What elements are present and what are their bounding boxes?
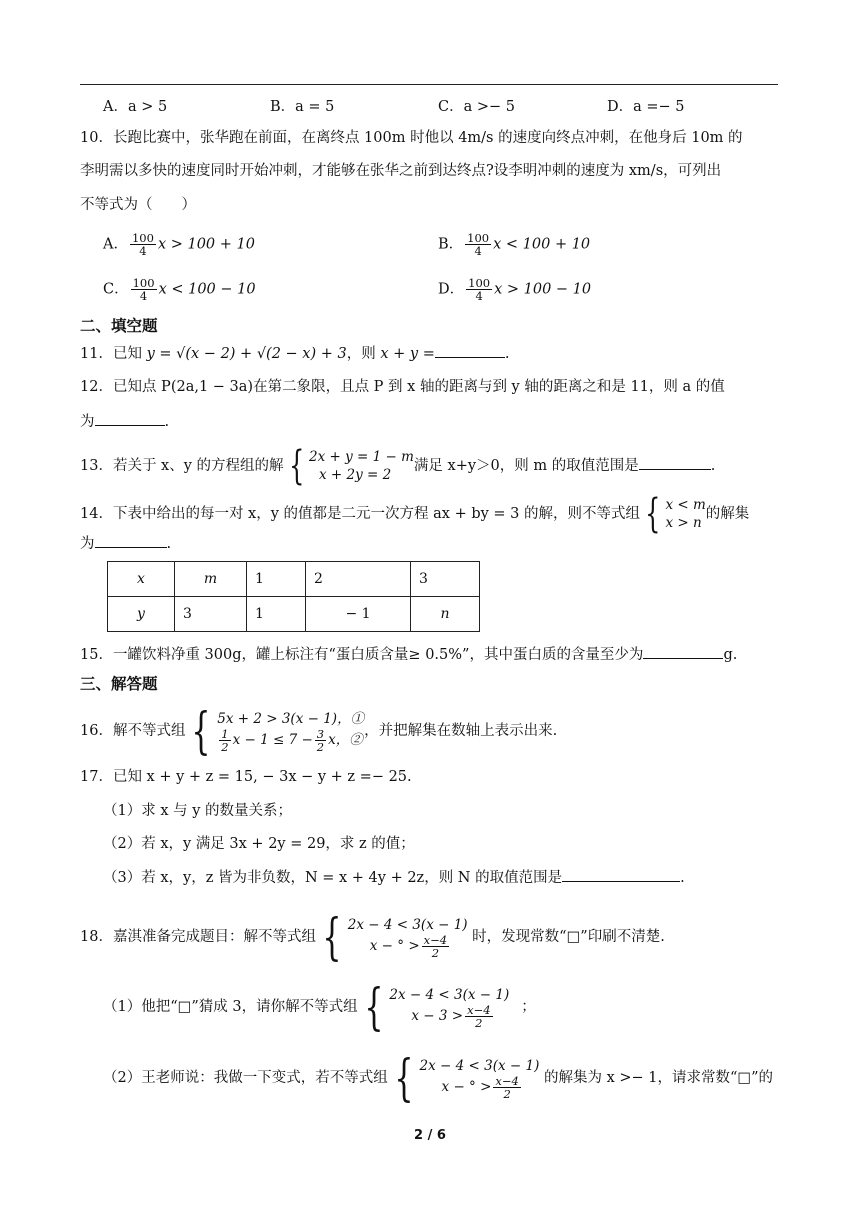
q11-mid: ，则 <box>346 346 381 362</box>
table-cell: y <box>108 597 175 632</box>
q11-expr: y = √(x − 2) + √(2 − x) + 3 <box>146 346 347 362</box>
frac-num: 100 <box>468 276 491 290</box>
inequality-system <box>665 496 705 532</box>
frac-den: 2 <box>475 1015 483 1030</box>
option-text: x > 100 + 10 <box>157 236 255 253</box>
section-heading-fill-in: 二、填空题 <box>80 317 158 335</box>
inequality <box>217 728 364 753</box>
option-text: x < 100 + 10 <box>493 236 591 253</box>
q15-text: 15．一罐饮料净重 300g，罐上标注有“蛋白质含量≥ 0.5%”，其中蛋白质的含量至少为 <box>80 647 644 663</box>
inequality: 2x − 4 < 3(x − 1) <box>419 1057 540 1074</box>
table-cell: 2 <box>306 562 411 597</box>
inequality-left: x − ° > <box>369 937 420 954</box>
q14-line1 <box>80 491 750 537</box>
q11-suffix: . <box>504 346 510 362</box>
q14-suffix: 的解集 <box>705 506 750 522</box>
q14-line2 <box>80 533 171 554</box>
q17-part2: （2）若 x，y 满足 3x + 2y = 29，求 z 的值； <box>103 836 415 852</box>
q14-prefix2: 为 <box>80 536 95 552</box>
section-heading-solutions: 三、解答题 <box>80 675 158 693</box>
xy-table <box>107 561 480 632</box>
q9-choice-a: A．a > 5 <box>103 99 168 115</box>
q14-prefix: 14．下表中给出的每一对 x，y 的值都是二元一次方程 ax + by = 3 的解，则不等式组 <box>80 506 641 522</box>
q12-suffix: . <box>164 414 170 430</box>
q18-part1 <box>103 978 536 1036</box>
q15 <box>80 644 737 665</box>
table-cell: x <box>108 562 175 597</box>
q11-expr2: x + y = <box>380 346 435 362</box>
inequality: 5x + 2 > 3(x − 1)，① <box>217 710 365 727</box>
inequality-system <box>420 1057 540 1100</box>
table-row <box>108 597 480 632</box>
fraction <box>465 232 491 257</box>
q18-p2-prefix: （2）王老师说：我做一下变式，若不等式组 <box>103 1070 388 1086</box>
left-brace: { <box>191 702 211 760</box>
inequality-system <box>348 916 468 959</box>
q18-suffix: 时，发现常数“□”印刷不清楚. <box>467 929 665 945</box>
q10-option-c <box>103 277 256 302</box>
q18-p1-prefix: （1）他把“□”猜成 3，请你解不等式组 <box>103 999 358 1015</box>
left-brace: { <box>394 1049 414 1107</box>
inequality-end: x，② <box>328 731 363 748</box>
option-label: C． <box>103 281 129 298</box>
header-rule <box>80 84 778 85</box>
q9-choice-d: D．a =− 5 <box>607 99 685 115</box>
q18-prefix: 18．嘉淇准备完成题目：解不等式组 <box>80 929 316 945</box>
table-cell: n <box>411 597 480 632</box>
q13-end: . <box>710 458 716 474</box>
left-brace: { <box>363 978 384 1036</box>
fraction <box>466 277 492 302</box>
inequality <box>420 1075 540 1100</box>
q18 <box>80 908 665 966</box>
frac-num: 100 <box>467 231 490 245</box>
inequality: 2x − 4 < 3(x − 1) <box>347 916 468 933</box>
frac-num: 100 <box>132 276 155 290</box>
inequality-mid: x − 1 ≤ 7 − <box>232 731 313 748</box>
q12-line1: 12．已知点 P(2a,1 − 3a)在第二象限，且点 P 到 x 轴的距离与到 y 轴的距离之和是 11，则 a 的值 <box>80 379 725 395</box>
fraction <box>465 1004 492 1029</box>
fraction <box>131 277 157 302</box>
left-brace: { <box>645 491 661 537</box>
q18-p2-suffix: 的解集为 x >− 1，请求常数“□”的 <box>539 1070 774 1086</box>
inequality <box>389 1004 509 1029</box>
table-cell: 1 <box>247 597 306 632</box>
inequality: x < m <box>665 497 706 513</box>
q14-suffix2: . <box>166 536 172 552</box>
frac-den: 4 <box>139 244 147 258</box>
q17-part1: （1）求 x 与 y 的数量关系； <box>103 803 293 819</box>
inequality-left: x − ° > <box>441 1078 492 1095</box>
answer-blank[interactable] <box>562 867 680 882</box>
inequality-system <box>217 710 364 753</box>
option-text: x < 100 − 10 <box>158 281 256 298</box>
frac-num: x−4 <box>423 932 448 947</box>
frac-num: x−4 <box>467 1002 491 1017</box>
fraction <box>493 1075 520 1100</box>
inequality <box>348 934 468 959</box>
q11-prefix: 11．已知 <box>80 346 147 362</box>
q13 <box>80 443 716 489</box>
option-text: x > 100 − 10 <box>494 281 592 298</box>
q17-part3 <box>103 867 685 888</box>
frac-num: 100 <box>131 231 154 245</box>
table-cell: − 1 <box>306 597 411 632</box>
q16 <box>80 702 558 760</box>
fraction <box>422 934 449 959</box>
left-brace: { <box>322 908 342 966</box>
q16-suffix: ，并把解集在数轴上表示出来. <box>364 723 558 739</box>
option-label: B． <box>438 236 464 253</box>
table-cell: 3 <box>175 597 247 632</box>
q10-option-d <box>438 277 591 302</box>
frac-den: 4 <box>474 244 482 258</box>
q13-suffix: 满足 x+y＞0，则 m 的取值范围是 <box>413 458 639 474</box>
q10-line1: 10．长跑比赛中，张华跑在前面，在离终点 100m 时他以 4m/s 的速度向终点冲刺，在他身后 10m 的 <box>80 130 743 146</box>
answer-blank[interactable] <box>95 411 165 426</box>
q10-line2: 李明需以多快的速度同时开始冲刺，才能够在张华之前到达终点?设李明冲刺的速度为 xm/s，可列出 <box>80 163 722 179</box>
q17-p3-suffix: . <box>680 870 685 886</box>
frac-num: 1 <box>221 726 229 741</box>
frac-den: 2 <box>316 739 325 754</box>
frac-den: 4 <box>475 289 483 303</box>
frac-den: 2 <box>503 1086 511 1101</box>
answer-blank[interactable] <box>435 343 505 358</box>
q18-p1-suffix: ； <box>521 999 536 1015</box>
q17-p3-prefix: （3）若 x，y，z 皆为非负数，N = x + 4y + 2z，则 N 的取值范围是 <box>103 870 563 886</box>
answer-blank[interactable] <box>643 644 723 659</box>
equation-system <box>309 448 414 484</box>
q12-prefix: 为 <box>80 414 95 430</box>
q9-choice-c: C．a >− 5 <box>438 99 515 115</box>
inequality: 2x − 4 < 3(x − 1) <box>389 986 510 1003</box>
inequality-system <box>389 986 509 1029</box>
table-row <box>108 562 480 597</box>
frac-num: 3 <box>316 726 325 741</box>
q13-prefix: 13．若关于 x、y 的方程组的解 <box>80 458 284 474</box>
table-cell: m <box>175 562 247 597</box>
frac-den: 2 <box>221 739 229 754</box>
q11 <box>80 343 509 364</box>
table-cell: 3 <box>411 562 480 597</box>
answer-blank[interactable] <box>639 455 711 470</box>
frac-den: 4 <box>139 289 148 303</box>
table-cell: 1 <box>247 562 306 597</box>
inequality: x > n <box>665 515 702 531</box>
q10-line3: 不等式为（ ） <box>80 197 196 213</box>
q12-line2 <box>80 411 169 432</box>
q18-part2 <box>103 1049 774 1107</box>
q9-choice-b: B．a = 5 <box>270 99 335 115</box>
q15-suffix: g. <box>723 647 738 663</box>
page-number: 2 / 6 <box>414 1128 446 1143</box>
q10-option-b <box>438 232 590 257</box>
q17-line1: 17．已知 x + y + z = 15, − 3x − y + z =− 25. <box>80 769 412 785</box>
equation: 2x + y = 1 − m <box>309 449 414 465</box>
fraction <box>315 728 326 753</box>
answer-blank[interactable] <box>95 533 167 548</box>
q10-option-a <box>103 232 255 257</box>
frac-den: 2 <box>431 945 440 960</box>
option-label: A． <box>103 236 128 253</box>
frac-num: x−4 <box>495 1073 519 1088</box>
inequality-left: x − 3 > <box>411 1007 464 1024</box>
option-label: D． <box>438 281 465 298</box>
left-brace: { <box>288 443 304 489</box>
fraction <box>130 232 156 257</box>
q16-prefix: 16．解不等式组 <box>80 723 186 739</box>
fraction <box>219 728 230 753</box>
equation: x + 2y = 2 <box>319 467 392 483</box>
